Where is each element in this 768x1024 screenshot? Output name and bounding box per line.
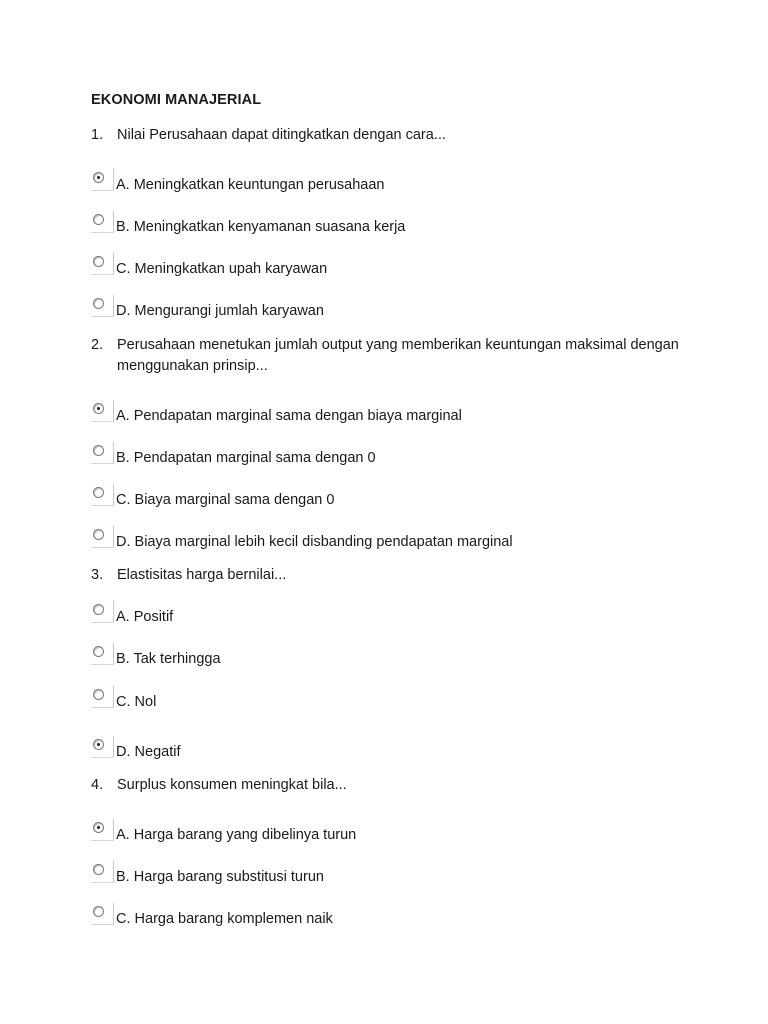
option-label: B. Meningkatkan kenyamanan suasana kerja: [116, 219, 406, 235]
option-label: A. Positif: [116, 609, 174, 625]
radio-selected-dot: [97, 826, 100, 829]
question-text: Perusahaan menetukan jumlah output yang memberikan keuntungan maksimal dengan menggunakan prinsip...: [117, 337, 679, 374]
question-2: [91, 335, 691, 377]
option-label: C. Meningkatkan upah karyawan: [116, 261, 328, 277]
option-label: D. Mengurangi jumlah karyawan: [116, 303, 324, 319]
option-label: C. Nol: [116, 694, 157, 710]
question-3: [91, 565, 691, 586]
radio-button[interactable]: [91, 643, 114, 665]
radio-button[interactable]: [91, 686, 114, 708]
option-label: A. Pendapatan marginal sama dengan biaya marginal: [116, 408, 462, 424]
q2-option-a[interactable]: [91, 400, 651, 424]
radio-button[interactable]: [91, 861, 114, 883]
q3-option-a[interactable]: [91, 601, 651, 625]
q2-option-d[interactable]: [91, 526, 651, 550]
option-label: B. Tak terhingga: [116, 651, 221, 667]
q1-option-a[interactable]: [91, 169, 651, 193]
question-text: Nilai Perusahaan dapat ditingkatkan dengan cara...: [117, 127, 446, 143]
question-1: [91, 125, 691, 146]
q3-option-d[interactable]: [91, 736, 651, 760]
q4-option-b[interactable]: [91, 861, 651, 885]
radio-button[interactable]: [91, 442, 114, 464]
q4-option-a[interactable]: [91, 819, 651, 843]
q3-option-c[interactable]: [91, 686, 651, 710]
radio-button[interactable]: [91, 819, 114, 841]
question-text: Elastisitas harga bernilai...: [117, 567, 287, 583]
q1-option-b[interactable]: [91, 211, 651, 235]
radio-button[interactable]: [91, 601, 114, 623]
radio-button[interactable]: [91, 211, 114, 233]
radio-button[interactable]: [91, 736, 114, 758]
question-number: 4.: [91, 777, 104, 793]
q2-option-b[interactable]: [91, 442, 651, 466]
option-label: B. Harga barang substitusi turun: [116, 869, 324, 885]
q4-option-c[interactable]: [91, 903, 651, 927]
radio-button[interactable]: [91, 169, 114, 191]
q1-option-c[interactable]: [91, 253, 651, 277]
q2-option-c[interactable]: [91, 484, 651, 508]
option-label: A. Harga barang yang dibelinya turun: [116, 827, 357, 843]
document-title: EKONOMI MANAJERIAL: [91, 92, 262, 108]
radio-button[interactable]: [91, 400, 114, 422]
option-label: C. Biaya marginal sama dengan 0: [116, 492, 335, 508]
radio-button[interactable]: [91, 253, 114, 275]
q1-option-d[interactable]: [91, 295, 651, 319]
radio-selected-dot: [97, 176, 100, 179]
question-number: 2.: [91, 337, 104, 353]
question-number: 1.: [91, 127, 104, 143]
radio-button[interactable]: [91, 526, 114, 548]
option-label: D. Negatif: [116, 744, 181, 760]
option-label: B. Pendapatan marginal sama dengan 0: [116, 450, 376, 466]
option-label: A. Meningkatkan keuntungan perusahaan: [116, 177, 385, 193]
radio-button[interactable]: [91, 484, 114, 506]
question-4: [91, 775, 691, 796]
q3-option-b[interactable]: [91, 643, 651, 667]
radio-button[interactable]: [91, 903, 114, 925]
radio-selected-dot: [97, 407, 100, 410]
question-number: 3.: [91, 567, 104, 583]
radio-selected-dot: [97, 743, 100, 746]
radio-button[interactable]: [91, 295, 114, 317]
question-text: Surplus konsumen meningkat bila...: [117, 777, 347, 793]
option-label: D. Biaya marginal lebih kecil disbanding pendapatan marginal: [116, 534, 513, 550]
option-label: C. Harga barang komplemen naik: [116, 911, 333, 927]
